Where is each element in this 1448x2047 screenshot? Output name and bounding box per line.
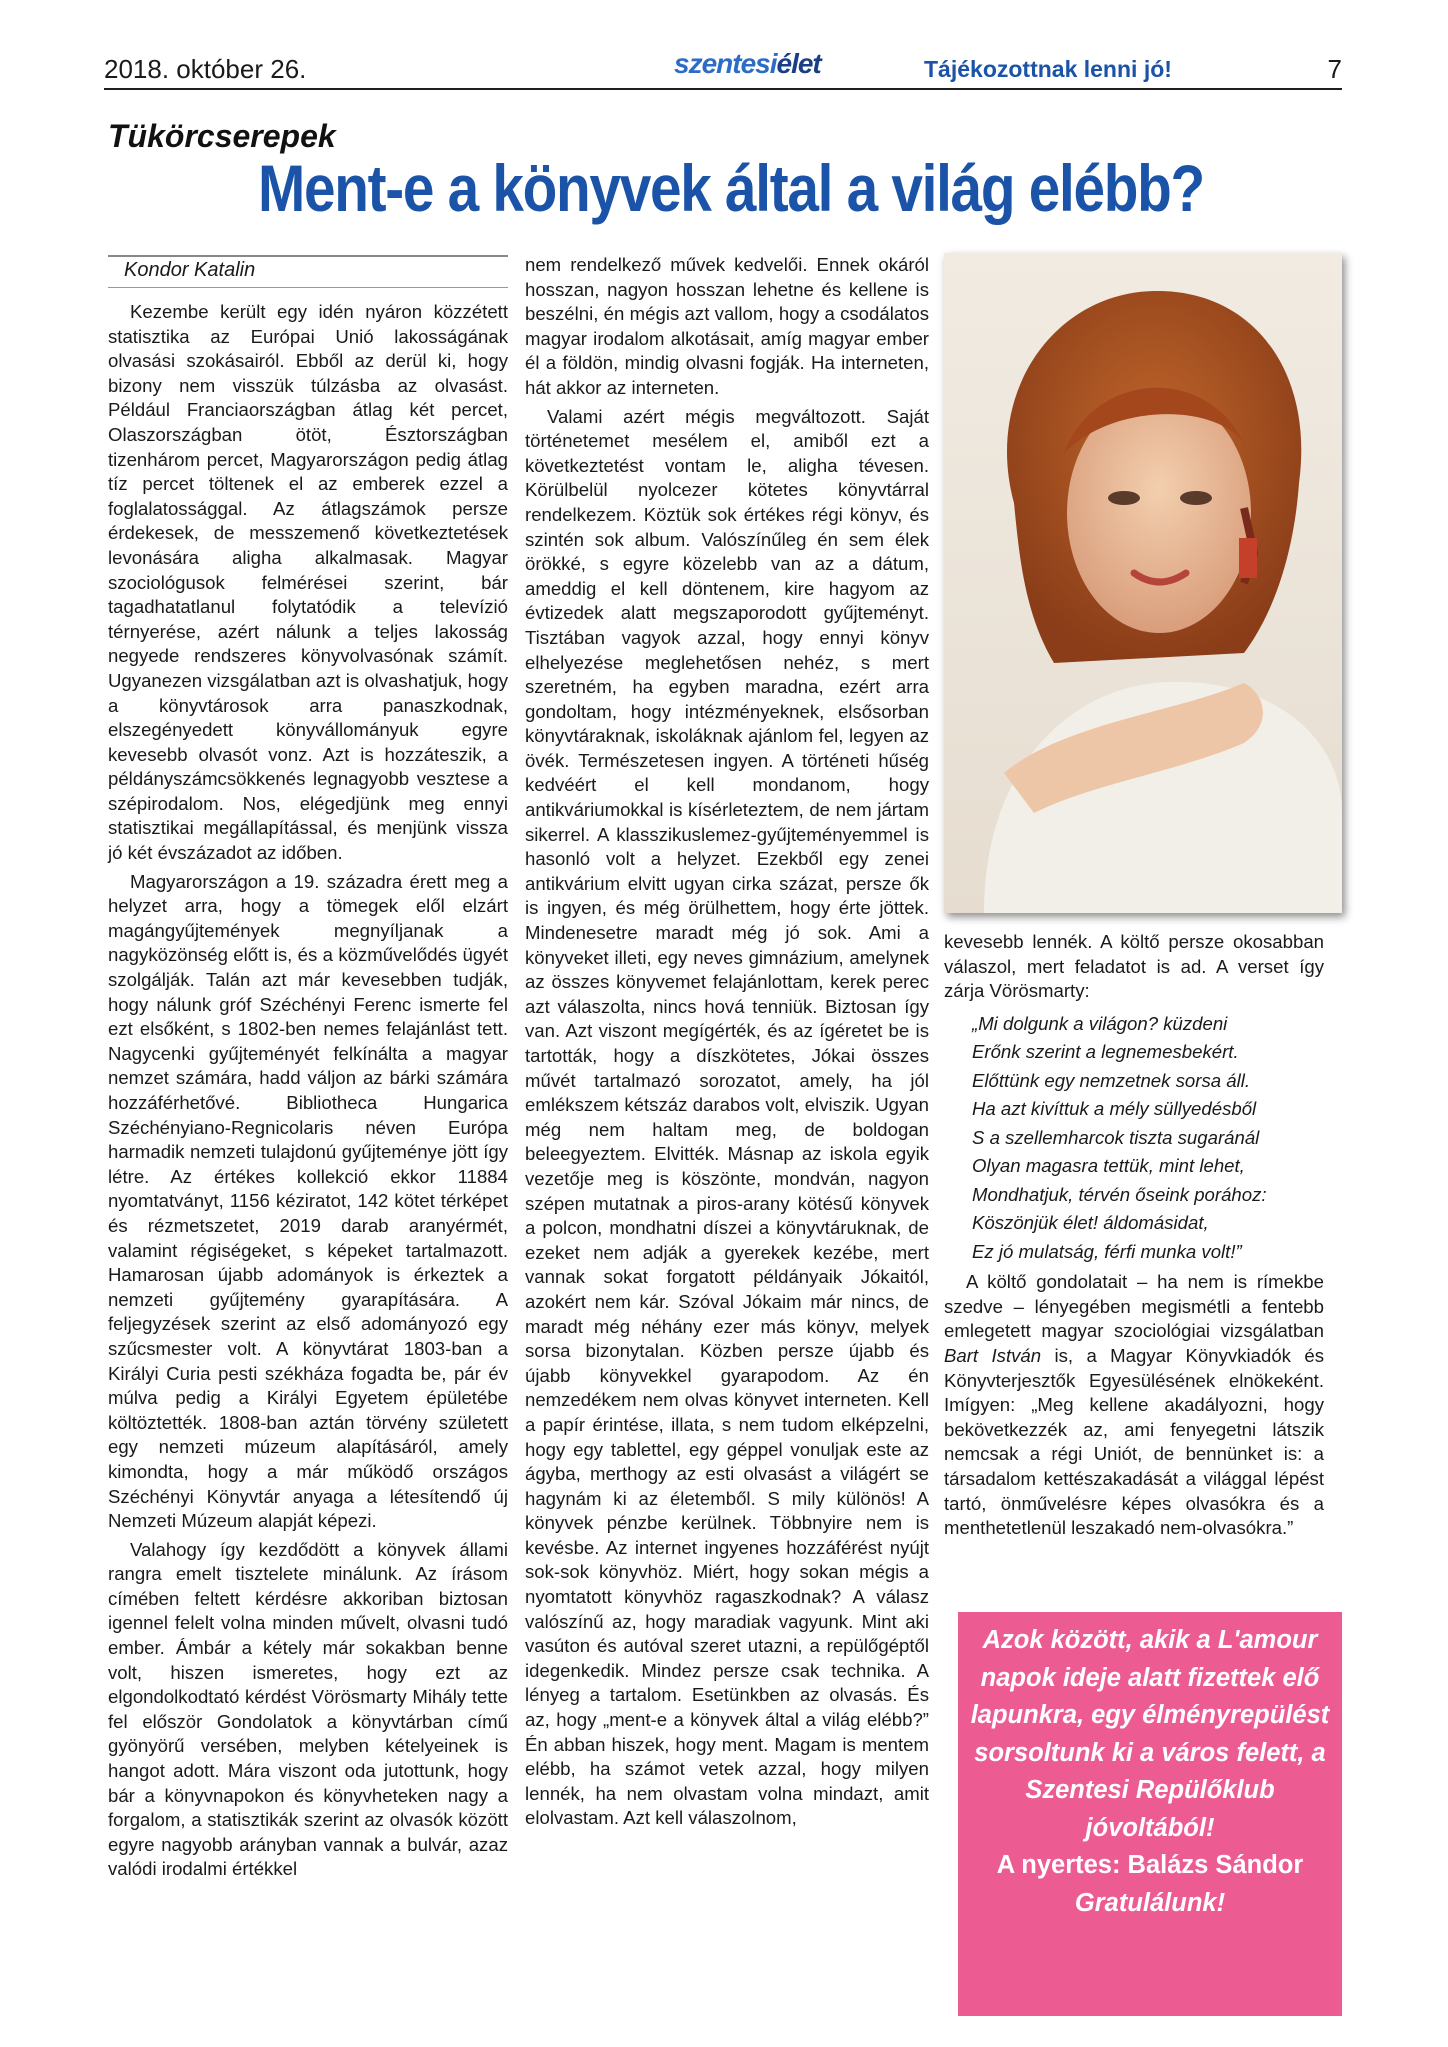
logo-part-a: szentesi <box>674 48 777 79</box>
masthead-logo <box>674 48 821 80</box>
paragraph <box>944 1270 1324 1541</box>
poem-quote <box>972 1010 1324 1267</box>
paragraph: nem rendelkező művek kedvelői. Ennek okáról hosszan, nagyon hosszan lehetne és kellene is beszélni, én mégis azt vallom, hogy a csodálatos magyar irodalom alkotásait, amíg magyar ember él a földön, mindig olvasni fogják. Ha interneten, hát akkor az interneten. <box>525 254 929 398</box>
poem-line: Előttünk egy nemzetnek sorsa áll. <box>972 1069 1251 1091</box>
poem-line: Mondhatjuk, térvén őseink porához: <box>972 1183 1267 1205</box>
poem-line: Köszönjük élet! áldomásidat, <box>972 1212 1209 1234</box>
promo-congrats: Gratulálunk! <box>1074 1888 1226 1917</box>
paragraph: kevesebb lennék. A költő persze okosabban válaszol, mert feladatot is ad. A verset így zárja Vörösmarty: <box>944 931 1324 1002</box>
poem-line: Ha azt kivíttuk a mély süllyedésből <box>972 1098 1257 1120</box>
poem-line: Ez jó mulatság, férfi munka volt!” <box>972 1240 1242 1262</box>
poem-line: S a szellemharcok tiszta sugaránál <box>972 1126 1260 1148</box>
column-3 <box>944 930 1324 1541</box>
rubric-title: Tükörcserepek <box>108 118 336 154</box>
paragraph: Valahogy így kezdődött a könyvek állami rangra emelt tisztelete minálunk. Az írásom címében feltett kérdésre akkoriban biztosan igennel felelt volna minden művelt, olvasni tudó ember. Ámbár a kétely már sokakban benne volt, hiszen ismeretes, hogy ezt az elgondolkodtató kérdést Vörösmarty Mihály tette fel először Gondolatok a könyvtárban című gyönyörű versében, melyben kételyeinek is hangot adott. Mára viszont oda jutottunk, hogy bár a könyvnapokon és könyvheteken nagy a forgalom, a statisztikák szerint az olvasók között egyre nagyobb arányban vannak a bulvár, azaz valódi irodalmi értékkel <box>108 1538 508 1880</box>
poem-line: Olyan magasra tettük, mint lehet, <box>972 1155 1245 1177</box>
outro-text-a: A költő gondolatait – ha nem is rímekbe szedve – lényegében megismétli a fentebb emlegetett magyar szociológiai vizsgálatban <box>944 1271 1324 1342</box>
slogan: Tájékozottnak lenni jó! <box>924 56 1172 82</box>
page-header <box>104 48 1342 90</box>
article-headline: Ment-e a könyvek által a világ elébb? <box>258 151 1204 225</box>
outro-text-b: is, a Magyar Könyvkiadók és Könyvterjesztők Egyesülésének elnökeként. Imígyen: „Meg kellene akadályozni, hogy bekövetkezzék az, ami fenyegetni látszik nemcsak a régi Uniót, de bennünket is: a társadalom kettészakadását a világgal lépést tartó, önművelésre képes olvasókra és a menthetetlenül leszakadó nem-olvasókra.” <box>944 1345 1325 1539</box>
promo-box <box>958 1612 1342 2016</box>
column-2 <box>525 253 929 1831</box>
portrait-illustration <box>944 253 1342 913</box>
paragraph: Kezembe került egy idén nyáron közzétett statisztika az Európai Unió lakosságának olvasási szokásairól. Ebből az derül ki, hogy bizony nem visszük túlzásba az olvasást. Például Franciaországban átlag két percet, Olaszországban ötöt, Észtországban tizenhárom percet, Magyarországon pedig átlag tíz percet töltenek el az emberek ezzel a foglalatossággal. Az átlagszámok persze érdekesek, de messzemenő következtetések levonására aligha alkalmasak. Magyar szociológusok felmérései szerint, bár tagadhatatlanul folytatódik a televízió térnyerése, azért nálunk a teljes lakosság negyede rendszeres könyvolvasónak számít. Ugyanezen vizsgálatban azt is olvashatjuk, hogy a könyvtárosok arra panaszkodnak, elszegényedett könyvállományuk egyre kevesebb olvasót vonz. Azt is hozzáteszik, a példányszámcsökkenés legnagyobb vesztese a szépirodalom. Nos, elégedjünk meg ennyi statisztikai megállapítással, és menjünk vissza jó két évszázadot az időben. <box>108 301 509 864</box>
paragraph: Valami azért mégis megváltozott. Saját történetemet mesélem el, amiből ezt a következtetést vontam le, aligha tévesen. Körülbelül nyolcezer kötetes könyvtárral rendelkezem. Köztük sok értékes régi könyv, és szintén sok album. Valószínűleg én sem élek örökké, s egyre közelebb van az a dátum, ameddig el kell döntenem, kire hagyom az évtizedek alatt megszaporodott gyűjteményt. Tisztában vagyok azzal, hogy ennyi könyv elhelyezése meglehetősen nehéz, s mert szeretném, ha egyben maradna, ezért arra gondoltam, hogy intézményeknek, elsősorban könyvtáraknak, iskoláknak ajánlom fel, legyen az övék. Természetesen ingyen. A történeti hűség kedvéért el kell mondanom, hogy antikváriumokkal is kísérleteztem, de nem jártam sikerrel. A klasszikuslemez-gyűjteményemmel is hasonló volt a helyzet. Ezekből egy zenei antikvárium elvitt ugyan cirka százat, persze ők is ingyen, és még örülhettem, hogy érte jöttek. Mindenesetre maradt még jó sok. Ami a könyveket illeti, egy neves gimnázium, amelynek az összes könyvemet felajánlottam, kerek perec azt válaszolta, nincs hová tenniük. Biztosan így van. Azt viszont megígérték, és az ígéretet be is tartották, hogy a díszkötetes, Jókai összes művét tartalmazó sorozatot, amely, ha jól emlékszem kétszáz darabos volt, elviszik. Ugyan még nem haltam meg, de boldogan beleegyeztem. Elvitték. Másnap az iskola egyik vezetője meg is köszönte, mondván, nagyon szépen mutatnak a piros-arany kötésű könyvek a polcon, mondhatni díszei a könyvtáruknak, de ezeket nem adják a gyerekek kezébe, mert vannak sokat forgatott példányaik Jókaitól, azokért nem kár. Szóval Jókaim már nincs, de maradt még néhány ezer más könyv, melyek sorsa bizonytalan. Közben persze újabb és újabb könyvekkel gyarapodom. Az én nemzedékem nem olvas könyvet interneten. Kell a papír érintése, illata, s nem tudom elképzelni, hogy egy tablettel, egy géppel vonuljak este az ágyba, merthogy az esti olvasást a világért se hagynám ki az életemből. S mily különös! A könyvek pénzbe kerülnek. Többnyire nem is kevésbe. Az internet ingyenes hozzáférést nyújt sok-sok könyvhöz. Miért, hogy sokan mégis a nyomtatott könyvhöz ragaszkodnak? A válasz valószínű az, hogy maradiak vagyunk. Mint aki vasúton és autóval szeret utazni, a repülőgéptől idegenkedik. Mindez persze csak technika. A lényeg a tartalom. Esetünkben az olvasás. És az, hogy „ment-e a könyvek által a világ elébb?” Én abban hiszek, hogy ment. Magam is mentem elébb, ha számot vetek azzal, hogy milyen lennék, ha nem olvastam volna mindazt, amit elolvastam. Azt kell válaszolnom, <box>525 405 929 1829</box>
byline <box>108 255 508 288</box>
page-number: 7 <box>1327 54 1342 84</box>
poem-line: Erőnk szerint a legnemesbekért. <box>972 1041 1239 1063</box>
poem-line: „Mi dolgunk a világon? küzdeni <box>972 1012 1228 1034</box>
author-name: Kondor Katalin <box>124 259 256 281</box>
column-1 <box>108 300 508 1882</box>
promo-winner: A nyertes: Balázs Sándor <box>996 1851 1304 1879</box>
logo-part-b: élet <box>776 48 821 79</box>
promo-text: Azok között, akik a L'amour napok ideje alatt fizettek elő lapunkra, egy élményrepülést sorsoltunk ki a város felett, a Szentesi Repülőklub jóvoltából! <box>970 1626 1330 1842</box>
quoted-name: Bart István <box>944 1345 1042 1367</box>
paragraph: Magyarországon a 19. századra érett meg a helyzet arra, hogy a tömegek elől elzárt magángyűjtemények megnyíljanak a nagyközönség előtt is, és a közművelődés ügyét szolgálják. Talán azt már kevesebben tudják, hogy nálunk gróf Széchényi Ferenc ismerte fel ezt elsőként, s 1802-ben nemes felajánlást tett. Nagycenki gyűjteményét felkínálta a magyar nemzet számára, hadd váljon az bárki számára hozzáférhetővé. Bibliotheca Hungarica Széchényiano-Regnicolaris néven Európa harmadik nemzeti tulajdonú gyűjteménye jött így létre. Az értékes kollekció ekkor 11884 nyomtatványt, 1156 kéziratot, 142 kötet térképet és rézmetszetet, 2019 darab aranyérmét, valamint régiségeket, s képeket tartalmazott. Hamarosan újabb adományok is érkeztek a nemzeti gyűjtemény gyarapítására. A feljegyzések szerint az első adományozó egy szűcsmester volt. A könyvtárat 1803-ban a Királyi Curia pesti székháza fogadta be, pár év múlva pedig a Királyi Egyetem épületébe költöztették. 1808-ban aztán törvény született egy nemzeti múzeum alapításáról, amely kimondta, hogy a már működő országos Széchényi Könyvtár anyaga a létesítendő új Nemzeti Múzeum alapját képezi. <box>108 870 508 1532</box>
issue-date: 2018. október 26. <box>104 54 307 84</box>
portrait-photo <box>944 253 1342 913</box>
